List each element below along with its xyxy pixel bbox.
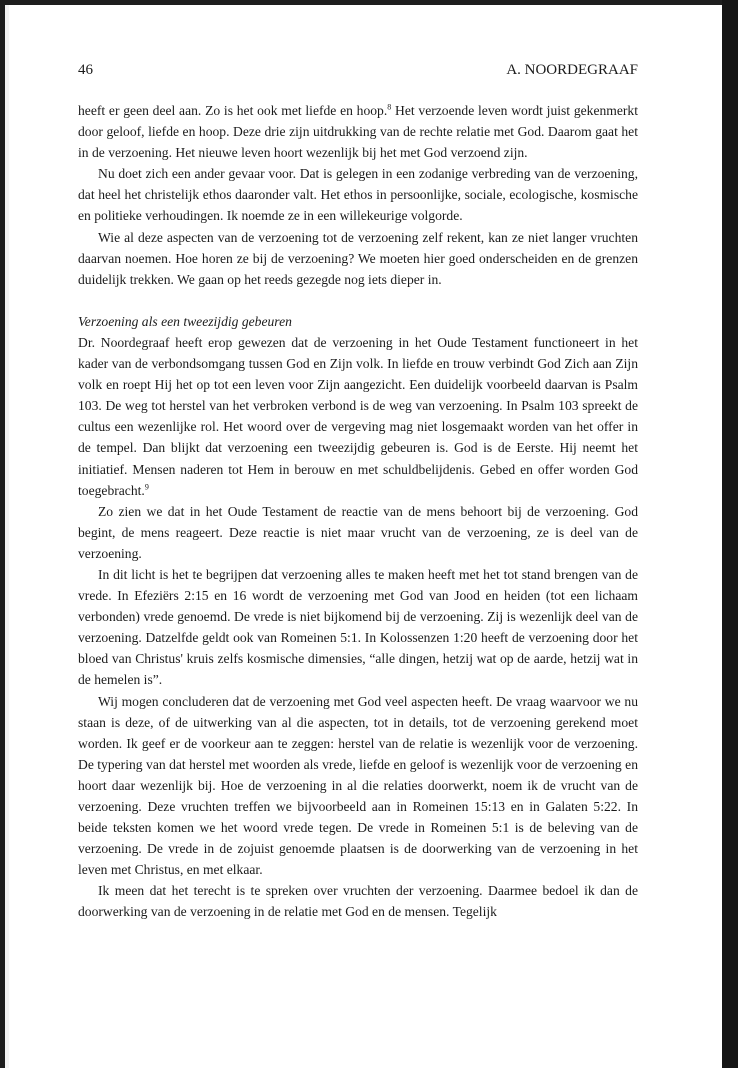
- paragraph: Wij mogen concluderen dat de verzoening met God veel aspecten heeft. De vraag waarvoor we nu staan is deze, of de uitwerking van al die aspecten, tot in details, tot de verzoening gerekend moet worden. Ik geef er de voorkeur aan te zeggen: herstel van de relatie is wezenlijk voor de verzoening. De typering van dat herstel met woorden als vrede, liefde en geloof is wezenlijk voor de verzoening en hoort daar wezenlijk bij. Hoe de verzoening in al die relaties doorwerkt, noem ik de vrucht van de verzoening. Deze vruchten treffen we bijvoorbeeld aan in Romeinen 15:13 en in Galaten 5:22. In beide teksten komen we het woord vrede tegen. De vrede in Romeinen 5:1 is de beleving van de verzoening. De vrede in de zojuist genoemde plaatsen is de doorwerking van de verzoening in het leven met Christus, en met elkaar.: [78, 693, 638, 878]
- scan-border-right: [722, 0, 738, 1068]
- paragraph: Nu doet zich een ander gevaar voor. Dat is gelegen in een zodanige verbreding van de verzoening, dat heel het christelijk ethos daaronder valt. Het ethos in persoonlijke, sociale, ecologische, kosmische en politieke verhoudingen. Ik noemde ze in een willekeurige volgorde.: [78, 166, 638, 224]
- paragraph-text: Het verzoende leven wordt juist gekenmerkt door geloof, liefde en hoop. Deze drie zijn uitdrukking van de rechte relatie met God. Daarom gaat het in de verzoening. Het nieuwe leven hoort wezenlijk bij het met God verzoend zijn.: [78, 103, 639, 161]
- paragraph: [78, 332, 638, 501]
- paragraph: In dit licht is het te begrijpen dat verzoening alles te maken heeft met het tot stand brengen van de vrede. In Efeziërs 2:15 en 16 wordt de verzoening met God van Jood en heiden (tot een lichaam verbonden) vrede genoemd. De vrede is niet bijkomend bij de verzoening. Zij is wezenlijk deel van de verzoening. Datzelfde geldt ook van Romeinen 5:1. In Kolossenzen 1:20 heeft de verzoening door het bloed van Christus' kruis zelfs kosmische dimensies, “alle dingen, hetzij wat op de aarde, hetzij wat in de hemelen is”.: [78, 566, 638, 688]
- scan-border-top: [0, 0, 738, 5]
- body-text: [78, 100, 638, 923]
- scan-inner-line: [5, 5, 9, 1068]
- running-head: A. NOORDEGRAAF: [506, 62, 638, 78]
- paragraph: [78, 100, 638, 163]
- paragraph: Ik meen dat het terecht is te spreken over vruchten der verzoening. Daarmee bedoel ik dan de doorwerking van de verzoening in de relatie met God en de mensen. Tegelijk: [78, 883, 638, 920]
- paragraph: Zo zien we dat in het Oude Testament de reactie van de mens behoort bij de verzoening. God begint, de mens reageert. Deze reactie is niet maar vrucht van de verzoening, ze is deel van de verzoening.: [78, 503, 638, 561]
- section-heading: Verzoening als een tweezijdig gebeuren: [78, 313, 292, 329]
- paragraph-text: heeft er geen deel aan. Zo is het ook met liefde en hoop.: [78, 103, 388, 118]
- book-page: [78, 62, 638, 923]
- page-number: 46: [78, 62, 93, 78]
- paragraph: Wie al deze aspecten van de verzoening tot de verzoening zelf rekent, kan ze niet langer vruchten daarvan noemen. Hoe horen ze bij de verzoening? We moeten hier goed onderscheiden en de grenzen duidelijk trekken. We gaan op het reeds gezegde nog iets dieper in.: [78, 229, 638, 287]
- footnote-ref: 9: [144, 482, 149, 492]
- page-header: [78, 62, 638, 92]
- paragraph-text: Dr. Noordegraaf heeft erop gewezen dat de verzoening in het Oude Testament functioneert in het kader van de verbondsomgang tussen God en Zijn volk. In liefde en trouw verbindt God Zich aan Zijn volk en roept Hij het op tot een leven voor Zijn aangezicht. Een duidelijk voorbeeld daarvan is Psalm 103. De weg tot herstel van het verbroken verbond is de weg van verzoening. In Psalm 103 spreekt de cultus een wezenlijke rol. Het woord over de vergeving mag niet losgemaakt worden van het offer in de tempel. Dan blijkt dat verzoening een tweezijdig gebeuren is. God is de Eerste. Hij neemt het initiatief. Mensen naderen tot Hem in berouw en met schuldbelijdenis. Gebed en offer worden God toegebracht.: [78, 334, 638, 498]
- footnote-ref: 8: [387, 102, 392, 112]
